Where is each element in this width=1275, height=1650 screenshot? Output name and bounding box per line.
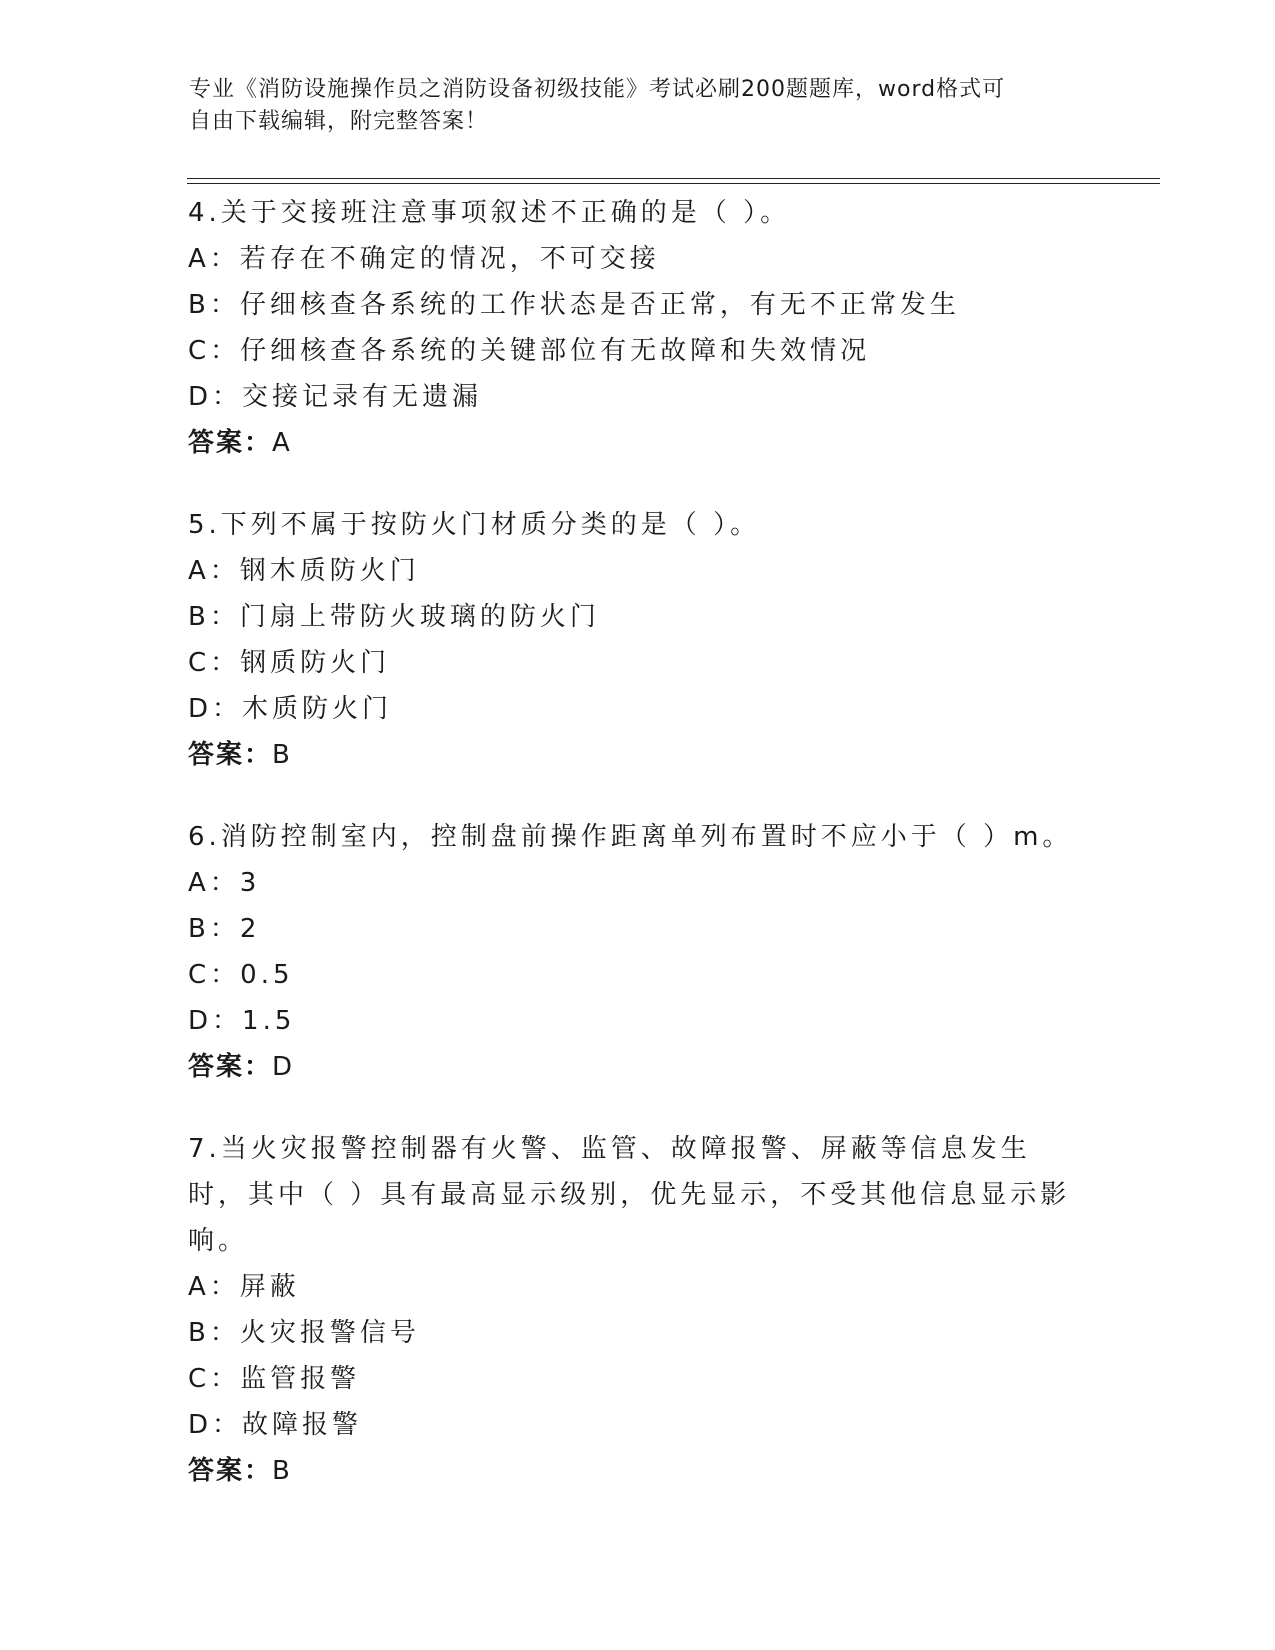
- option-b: B：火灾报警信号: [188, 1318, 420, 1348]
- header-divider: [187, 178, 1160, 184]
- question-stem: 7.当火灾报警控制器有火警、监管、故障报警、屏蔽等信息发生时，其中（ ）具有最高显示级别，优先显示，不受其他信息显示影响。: [188, 1134, 1071, 1256]
- answer-value: B: [272, 1456, 292, 1486]
- option-c: C：钢质防火门: [188, 648, 391, 678]
- option-d: D：木质防火门: [188, 694, 393, 724]
- option-a: A：屏蔽: [188, 1272, 300, 1302]
- option-a: A：3: [188, 868, 261, 898]
- option-c: C：0.5: [188, 960, 294, 990]
- option-b: B：门扇上带防火玻璃的防火门: [188, 602, 600, 632]
- option-d: D：交接记录有无遗漏: [188, 382, 483, 412]
- answer-label: 答案：: [188, 1456, 273, 1486]
- question-list: [188, 190, 1088, 1530]
- answer-value: B: [272, 740, 292, 770]
- answer: [188, 732, 1088, 778]
- option-d: D：1.5: [188, 1006, 296, 1036]
- header-line-2: 自由下载编辑，附完整答案！: [189, 109, 489, 134]
- answer: [188, 1044, 1088, 1090]
- option-a: A：若存在不确定的情况，不可交接: [188, 244, 660, 274]
- answer: [188, 1448, 1088, 1494]
- question-4: [188, 190, 1088, 466]
- question-stem: 4.关于交接班注意事项叙述不正确的是（ ）。: [188, 198, 791, 228]
- question-5: [188, 502, 1088, 778]
- question-6: [188, 814, 1088, 1090]
- option-a: A：钢木质防火门: [188, 556, 420, 586]
- answer-label: 答案：: [188, 428, 273, 458]
- option-b: B：2: [188, 914, 261, 944]
- answer-value: A: [272, 428, 292, 458]
- option-c: C：仔细核查各系统的关键部位有无故障和失效情况: [188, 336, 871, 366]
- question-stem: 5.下列不属于按防火门材质分类的是（ ）。: [188, 510, 761, 540]
- option-d: D：故障报警: [188, 1410, 363, 1440]
- question-7: [188, 1126, 1088, 1494]
- answer-label: 答案：: [188, 1052, 273, 1082]
- answer: [188, 420, 1088, 466]
- answer-value: D: [272, 1052, 295, 1082]
- answer-label: 答案：: [188, 740, 273, 770]
- header-line-1: 专业《消防设施操作员之消防设备初级技能》考试必刷200题题库，word格式可: [189, 77, 1006, 102]
- question-stem: 6.消防控制室内，控制盘前操作距离单列布置时不应小于（ ）m。: [188, 822, 1073, 852]
- option-b: B：仔细核查各系统的工作状态是否正常，有无不正常发生: [188, 290, 960, 320]
- option-c: C：监管报警: [188, 1364, 361, 1394]
- document-header: [189, 74, 1089, 138]
